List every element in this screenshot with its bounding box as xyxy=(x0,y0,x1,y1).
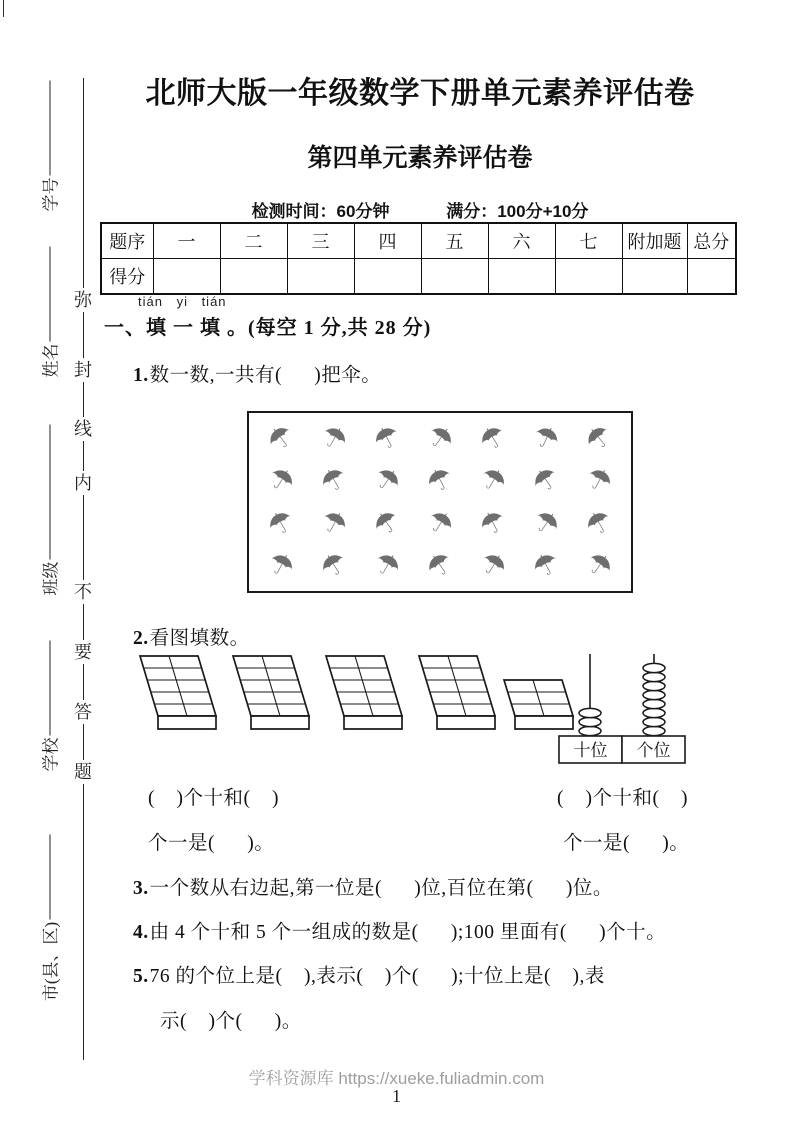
score-cell-7 xyxy=(555,259,622,295)
question-2-text: 看图填数。 xyxy=(149,628,250,649)
umbrella-icon: ☂ xyxy=(526,544,565,587)
watermark: 学科资源库 https://xueke.fuliadmin.com xyxy=(248,1069,545,1088)
question-4 xyxy=(133,916,666,944)
abacus-figure xyxy=(556,650,690,766)
abacus-bead xyxy=(643,708,665,717)
score-table-column-5: 五 xyxy=(421,223,488,259)
question-5-number: 5. xyxy=(133,966,149,987)
sidebar-field-label: 学校 xyxy=(40,737,60,772)
exam-meta xyxy=(90,197,750,222)
ones-label: 个位 xyxy=(636,741,671,760)
umbrella-icon: ☂ xyxy=(367,458,408,502)
score-table-question-header: 题序 xyxy=(101,223,153,259)
abacus-bead xyxy=(643,717,665,726)
question-5-text-line2: 示( )个( )。 xyxy=(160,1011,302,1032)
umbrella-icon: ☂ xyxy=(577,416,620,460)
question-5-text-line1: 76 的个位上是( ),表示( )个( );十位上是( ),表 xyxy=(149,966,605,987)
sidebar-field-1 xyxy=(37,79,59,214)
q2-right-blank-line2: 个一是( )。 xyxy=(563,833,690,854)
seal-line-segment xyxy=(83,784,84,1060)
score-cell-5 xyxy=(421,259,488,295)
sidebar-field-label: 姓名 xyxy=(40,343,60,378)
seal-line-segment xyxy=(83,664,84,700)
block-front-face xyxy=(158,716,216,729)
seal-line-segment xyxy=(83,78,84,288)
umbrella-icon: ☂ xyxy=(419,543,461,587)
seal-char: 弥 xyxy=(74,290,92,310)
umbrella-icon: ☂ xyxy=(420,501,461,545)
block-front-face xyxy=(251,716,309,729)
score-cell-1 xyxy=(153,259,220,295)
score-cell-2 xyxy=(220,259,287,295)
block-front-face xyxy=(344,716,402,729)
write-in-line xyxy=(47,425,50,560)
question-2-number: 2. xyxy=(133,628,149,649)
umbrella-icon: ☂ xyxy=(526,416,565,459)
seal-char: 要 xyxy=(74,642,92,662)
umbrella-icon: ☂ xyxy=(262,544,302,587)
sidebar-field-2 xyxy=(37,245,59,380)
question-3-text: 一个数从右边起,第一位是( )位,百位在第( )位。 xyxy=(149,878,613,899)
seal-line-segment xyxy=(83,441,84,471)
question-3 xyxy=(133,872,613,900)
abacus-bead xyxy=(643,663,665,672)
write-in-line xyxy=(47,247,50,342)
question-3-number: 3. xyxy=(133,878,149,899)
question-2 xyxy=(133,622,250,650)
seal-line xyxy=(74,78,92,1060)
question-5 xyxy=(133,960,605,988)
umbrella-icon: ☂ xyxy=(578,501,619,545)
score-cell-3 xyxy=(287,259,354,295)
sidebar-field-5 xyxy=(37,822,59,1015)
umbrella-icon: ☂ xyxy=(473,459,513,502)
page-title: 北师大版一年级数学下册单元素养评估卷 xyxy=(145,77,695,110)
score-cell-4 xyxy=(354,259,421,295)
question-1-number: 1. xyxy=(133,365,149,386)
score-table-column-4: 四 xyxy=(354,223,421,259)
umbrella-icon: ☂ xyxy=(315,501,354,544)
umbrella-icon: ☂ xyxy=(473,501,513,544)
tens-label: 十位 xyxy=(573,741,608,760)
score-table xyxy=(100,222,737,295)
umbrella-icon: ☂ xyxy=(473,544,514,587)
score-table-column-7: 七 xyxy=(555,223,622,259)
question-4-number: 4. xyxy=(133,922,149,943)
q2-left-blank-line2: 个一是( )。 xyxy=(148,833,275,854)
sidebar-field-3 xyxy=(37,423,59,598)
score-cell-8 xyxy=(622,259,687,295)
umbrella-icon: ☂ xyxy=(578,543,620,587)
exam-time: 检测时间：60分钟 xyxy=(251,202,390,221)
umbrella-icon: ☂ xyxy=(420,459,460,502)
score-table-column-3: 三 xyxy=(287,223,354,259)
abacus-bead xyxy=(579,726,601,735)
abacus-bead xyxy=(643,672,665,681)
abacus-bead xyxy=(579,717,601,726)
umbrella-figure xyxy=(247,411,633,593)
seal-line-segment xyxy=(83,495,84,580)
umbrella-icon: ☂ xyxy=(313,544,355,587)
sidebar-field-4 xyxy=(37,639,59,774)
umbrella-icon: ☂ xyxy=(261,501,301,545)
umbrella-icon: ☂ xyxy=(366,501,408,545)
sidebar-field-label: 学号 xyxy=(40,177,60,212)
score-table-column-1: 一 xyxy=(153,223,220,259)
umbrella-icon: ☂ xyxy=(367,544,408,587)
seal-char: 内 xyxy=(74,473,92,493)
seal-line-segment xyxy=(83,604,84,640)
score-table-column-8: 附加题 xyxy=(622,223,687,259)
abacus-bead xyxy=(643,699,665,708)
page-number: 1 xyxy=(392,1086,401,1106)
umbrella-icon: ☂ xyxy=(579,459,619,502)
score-table-score-header: 得分 xyxy=(101,259,153,295)
seal-char: 线 xyxy=(74,419,92,439)
block-front-face xyxy=(437,716,495,729)
unit-subtitle: 第四单元素养评估卷 xyxy=(307,144,533,172)
question-1-text: 数一数,一共有( )把伞。 xyxy=(149,365,382,386)
pinyin-annotation: tián yi tián xyxy=(138,294,227,309)
umbrella-icon: ☂ xyxy=(419,416,461,460)
umbrella-icon: ☂ xyxy=(260,416,302,460)
seal-char: 题 xyxy=(74,762,92,782)
score-cell-6 xyxy=(488,259,555,295)
seal-char: 答 xyxy=(74,702,92,722)
umbrella-icon: ☂ xyxy=(314,416,355,460)
sidebar-field-label: 市(县、区) xyxy=(40,921,60,1002)
seal-line-segment xyxy=(83,382,84,417)
umbrella-icon: ☂ xyxy=(314,459,354,502)
write-in-line xyxy=(47,81,50,176)
umbrella-icon: ☂ xyxy=(472,416,513,460)
score-table-column-6: 六 xyxy=(488,223,555,259)
umbrella-icon: ☂ xyxy=(367,416,407,459)
question-4-text: 由 4 个十和 5 个一组成的数是( );100 里面有( )个十。 xyxy=(149,922,667,943)
score-table-column-9: 总分 xyxy=(687,223,736,259)
abacus-bead xyxy=(643,681,665,690)
score-cell-9 xyxy=(687,259,736,295)
seal-char: 封 xyxy=(74,360,92,380)
umbrella-icon: ☂ xyxy=(525,501,567,545)
base-ten-blocks-figure xyxy=(136,648,576,776)
q2-right-blank-line1: ( )个十和( ) xyxy=(557,788,688,809)
seal-line-segment xyxy=(83,312,84,358)
umbrella-icon: ☂ xyxy=(525,458,566,502)
question-1 xyxy=(133,359,381,387)
umbrella-icon: ☂ xyxy=(261,459,302,502)
q2-left-blank-line1: ( )个十和( ) xyxy=(148,788,279,809)
score-table-column-2: 二 xyxy=(220,223,287,259)
abacus-bead xyxy=(643,726,665,735)
abacus-bead xyxy=(579,708,601,717)
sidebar-field-label: 班级 xyxy=(40,561,60,596)
write-in-line xyxy=(47,641,50,736)
seal-char: 不 xyxy=(74,582,92,602)
abacus-bead xyxy=(643,690,665,699)
write-in-line xyxy=(47,835,50,920)
section-one-heading: 一、填 一 填 。(每空 1 分,共 28 分) xyxy=(104,317,432,339)
seal-line-segment xyxy=(83,724,84,760)
page-corner-mark xyxy=(3,0,4,17)
full-score: 满分：100分+10分 xyxy=(446,202,589,221)
